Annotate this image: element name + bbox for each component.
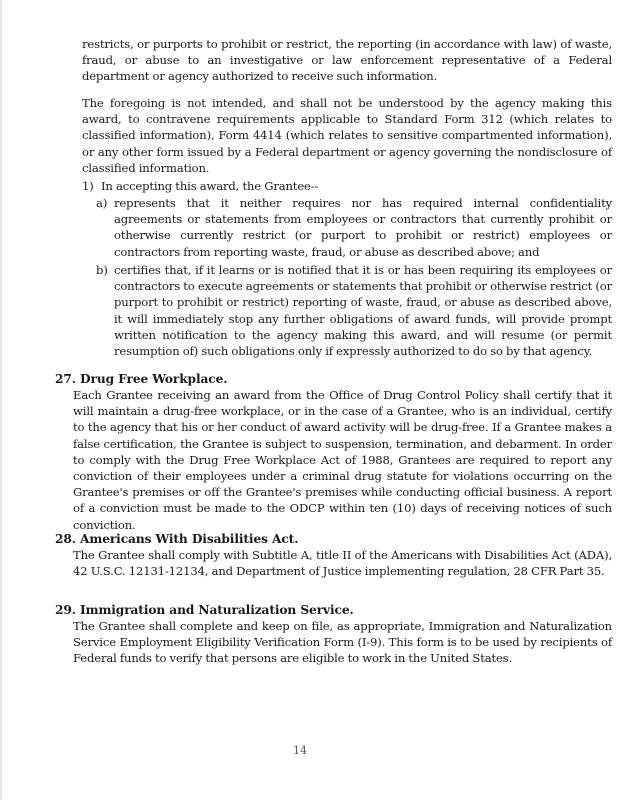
list-item-text: represents that it neither requires nor has required internal confidentiality agreements or statements from employees or contractors that currently prohibit or otherwise currently restrict (or purport to prohibit or restrict) employees or contractors from reporting waste, fraud, or abuse as described above; and xyxy=(114,196,612,259)
section-heading: 29. Immigration and Naturalization Service. xyxy=(55,603,354,617)
page-number: 14 xyxy=(293,744,307,757)
section-body: The Grantee shall comply with Subtitle A, title II of the Americans with Disabilities Act (ADA), 42 U.S.C. 12131-12134, and Department of Justice implementing regulation, 28 CFR Part 35. xyxy=(73,548,612,579)
list-item-marker: a) xyxy=(96,196,108,210)
section-body: Each Grantee receiving an award from the Office of Drug Control Policy shall certify that it will maintain a drug-free workplace, or in the case of a Grantee, who is an individual, certify to the agency that his or her conduct of award activity will be drug-free. If a Grantee makes a false certification, the Grantee is subject to suspension, termination, and debarment. In order to comply with the Drug Free Workplace Act of 1988, Grantees are required to report any conviction of their employees under a criminal drug statute for violations occurring on the Grantee's premises or off the Grantee's premises while conducting official business. A report of a conviction must be made to the ODCP within ten (10) days of receiving notices of such conviction. xyxy=(73,388,612,532)
section-heading: 27. Drug Free Workplace. xyxy=(55,372,228,386)
list-item-marker: b) xyxy=(96,263,108,277)
list-item-text: certifies that, if it learns or is notified that it is or has been requiring its employees or contractors to execute agreements or statements that prohibit or otherwise restrict (or purport to prohibit or restrict) reporting of waste, fraud, or abuse as described above, it will immediately stop any further obligations of award funds, will provide prompt written notification to the agency making this award, and will resume (or permit resumption of) such obligations only if expressly authorized to do so by that agency. xyxy=(114,263,612,359)
list-number: 1) xyxy=(82,179,94,193)
list-lead: In accepting this award, the Grantee-- xyxy=(101,179,319,193)
foregoing-paragraph: The foregoing is not intended, and shall not be understood by the agency making this award, to contravene requirements applicable to Standard Form 312 (which relates to classified information), Form 4414 (which relates to sensitive compartmented information), or any other form issued by a Federal department or agency governing the nondisclosure of classified information. xyxy=(82,96,612,175)
page-edge-shadow xyxy=(0,0,2,800)
continuation-paragraph: restricts, or purports to prohibit or restrict, the reporting (in accordance with law) of waste, fraud, or abuse to an investigative or law enforcement representative of a Federal department or agency authorized to receive such information. xyxy=(82,37,612,84)
section-body: The Grantee shall complete and keep on file, as appropriate, Immigration and Naturalization Service Employment Eligibility Verification Form (I-9). This form is to be used by recipients of Federal funds to verify that persons are eligible to work in the United States. xyxy=(73,619,612,666)
section-heading: 28. Americans With Disabilities Act. xyxy=(55,532,299,546)
